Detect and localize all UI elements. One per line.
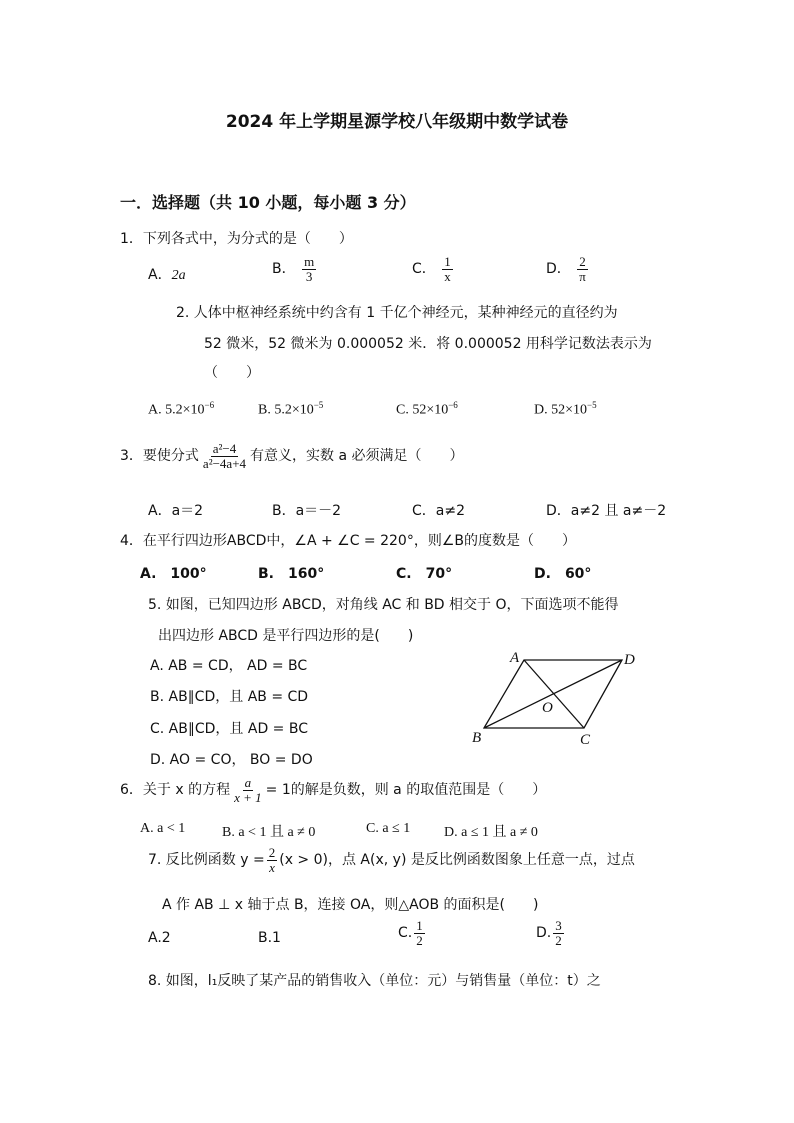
q1-option-d: D． $\frac{2}{\pi}$ — [546, 254, 586, 284]
q7-option-b: B.1 — [258, 930, 281, 946]
fraction: $\frac{2}{x}$ — [268, 845, 276, 875]
q2-option-a: A. $5.2\times 10^{-6}$ — [148, 400, 215, 418]
q4-option-a: A. 100° — [140, 566, 207, 582]
q5-option-d: D. AO = CO， BO = DO — [150, 752, 313, 768]
q2-line1: 2. 人体中枢神经系统中约含有 1 千亿个神经元，某种神经元的直径约为 — [176, 305, 618, 321]
q1-stem: 1．下列各式中，为分式的是（ ） — [120, 231, 353, 247]
q3-option-d: D．a≠2 且 a≠－2 — [546, 503, 667, 519]
q1-option-b: B． $\frac{m}{3}$ — [272, 254, 315, 284]
q4-stem: 4．在平行四边形ABCD中，∠A + ∠C = 220°，则∠B的度数是（ ） — [120, 533, 576, 549]
q7-stem: 7. 反比例函数 y = $\frac{2}{x}$ (x > 0)，点 A(x, y) 是反比例函数图象上任意一点，过点 — [148, 845, 635, 875]
q4-option-d: D. 60° — [534, 566, 592, 582]
fraction: $\frac{\text{a²−4}}{\text{a²−4a+4}}$ — [202, 441, 247, 471]
vertex-label-d: D — [624, 652, 635, 668]
q6-option-c: C. a ≤ 1 — [366, 821, 411, 836]
q2-line2: 52 微米，52 微米为 0.000052 米．将 0.000052 用科学记数法表示为 — [204, 336, 652, 352]
q7-option-d: D. $\frac{3}{2}$ — [536, 918, 562, 948]
fraction: $\frac{3}{2}$ — [555, 918, 562, 948]
fraction: $\frac{m}{3}$ — [304, 254, 315, 284]
q3-option-b: B．a＝－2 — [272, 503, 342, 519]
q5-option-b: B. AB∥CD，且 AB = CD — [150, 689, 309, 705]
q5-option-c: C. AB∥CD，且 AD = BC — [150, 721, 308, 737]
vertex-label-a: A — [510, 650, 520, 666]
q6-option-a: A. a < 1 — [140, 821, 186, 836]
q5-line1: 5. 如图，已知四边形 ABCD，对角线 AC 和 BD 相交于 O，下面选项不能得 — [148, 597, 619, 613]
q2-line3: （ ） — [204, 365, 260, 381]
q4-option-c: C. 70° — [396, 566, 453, 582]
vertex-label-b: B — [472, 730, 482, 746]
q2-option-d: D. $52\times 10^{-5}$ — [534, 400, 597, 418]
q3-option-c: C．a≠2 — [412, 503, 465, 519]
q3-option-a: A．a＝2 — [148, 503, 204, 519]
q2-option-c: C. $52\times 10^{-6}$ — [396, 400, 458, 418]
q6-stem: 6．关于 x 的方程 $\frac{a}{x + 1}$ = 1的解是负数，则 a 的取值范围是（ ） — [120, 775, 547, 805]
q6-option-b: B. a < 1 且 a ≠ 0 — [222, 825, 316, 840]
parallelogram-figure — [460, 640, 660, 750]
q5-line2: 出四边形 ABCD 是平行四边形的是( ) — [158, 628, 414, 644]
q2-option-b: B. $5.2\times 10^{-5}$ — [258, 400, 324, 418]
q3-stem: 3．要使分式 $\frac{\text{a²−4}}{\text{a²−4a+4}}$ 有意义，实数 a 必须满足（ ） — [120, 441, 464, 471]
q1-option-c: C． $\frac{1}{x}$ — [412, 254, 451, 284]
q7-option-c: C. $\frac{1}{2}$ — [398, 918, 423, 948]
q7-option-a: A.2 — [148, 930, 171, 946]
q1-option-a: A．2a — [148, 267, 186, 283]
center-label-o: O — [542, 700, 553, 716]
vertex-label-c: C — [580, 732, 591, 748]
fraction: $\frac{1}{2}$ — [416, 918, 423, 948]
fraction: $\frac{a}{x + 1}$ — [234, 775, 262, 805]
q8-line1: 8. 如图，l₁反映了某产品的销售收入（单位：元）与销售量（单位：t）之 — [148, 973, 601, 989]
q7-line2: A 作 AB ⊥ x 轴于点 B，连接 OA，则△AOB 的面积是( ) — [162, 897, 539, 913]
fraction: $\frac{2}{\pi}$ — [579, 254, 586, 284]
page-title: 2024 年上学期星源学校八年级期中数学试卷 — [225, 112, 569, 132]
section-heading: 一．选择题（共 10 小题，每小题 3 分） — [120, 193, 416, 212]
q4-option-b: B. 160° — [258, 566, 325, 582]
fraction: $\frac{1}{x}$ — [444, 254, 451, 284]
q5-option-a: A. AB = CD， AD = BC — [150, 658, 308, 674]
q6-option-d: D. a ≤ 1 且 a ≠ 0 — [444, 825, 538, 840]
